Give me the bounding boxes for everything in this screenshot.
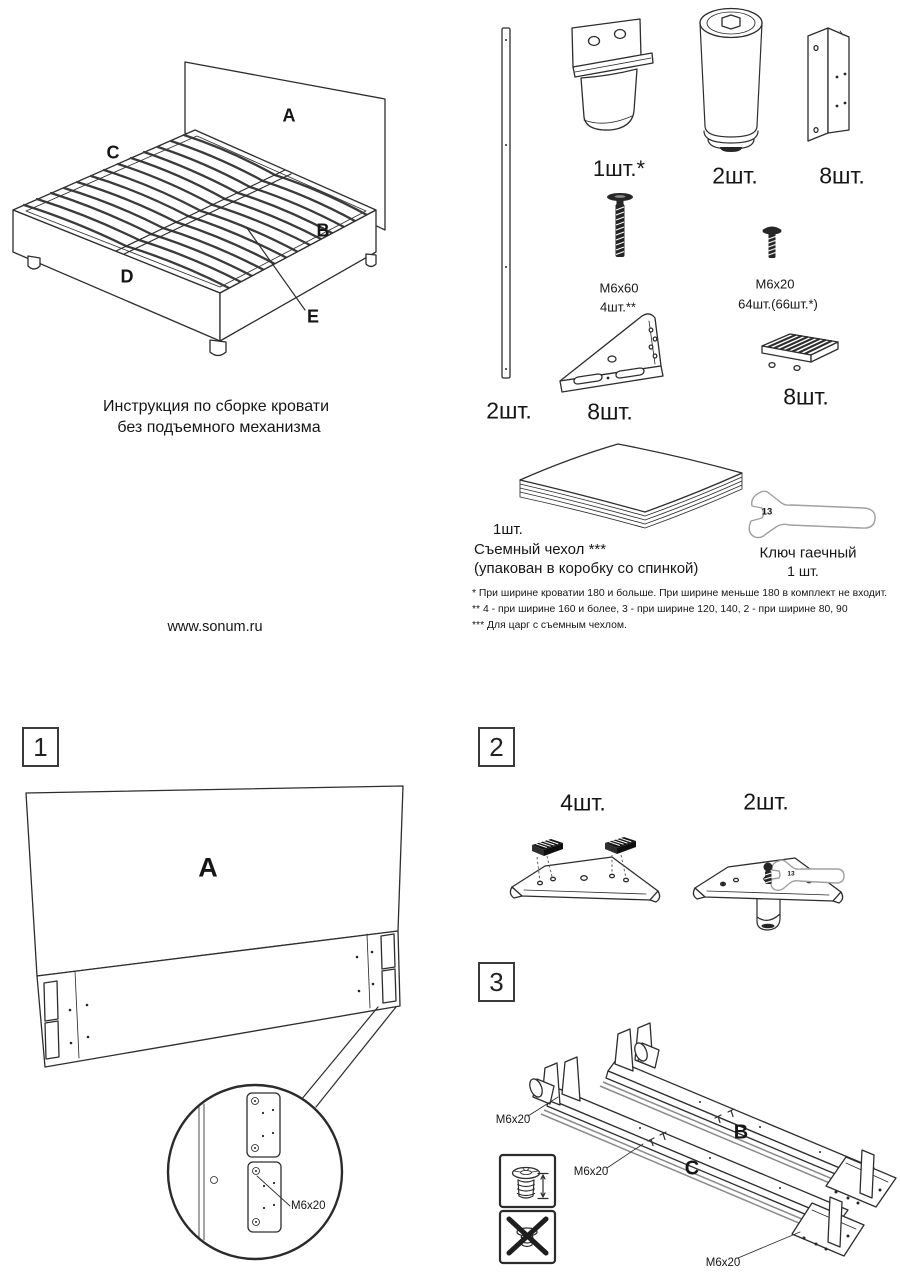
- center-bracket-qty: 1шт.*: [592, 156, 646, 181]
- screw-qty: 64шт.(66шт.*): [738, 296, 818, 312]
- wrench-qty: 1 шт.: [787, 563, 819, 579]
- page-title-line2: без подъемного механизма: [117, 419, 321, 436]
- step3-screw-callout-3: M6x20: [705, 1257, 741, 1269]
- step3-drawing: [460, 1000, 900, 1280]
- footnote-2: ** 4 - при ширине 160 и более, 3 - при ширине 120, 140, 2 - при ширине 80, 90: [472, 604, 848, 615]
- cover-qty: 1шт.: [493, 521, 523, 538]
- step3-screw-callout-1: M6x20: [495, 1114, 531, 1126]
- wrench-name: Ключ гаечный: [759, 544, 857, 562]
- wrench-size-label: 13: [761, 506, 773, 518]
- step1-number: 1: [22, 727, 59, 767]
- step2-wrench-size: 13: [787, 870, 795, 878]
- step3-number: 3: [478, 962, 515, 1002]
- bolt-qty: 4шт.**: [600, 299, 636, 315]
- leg-qty: 2шт.: [712, 162, 758, 189]
- step1-screw-callout: M6x20: [291, 1200, 326, 1212]
- bolt-name: M6x60: [599, 280, 639, 296]
- pad-qty: 8шт.: [783, 383, 829, 410]
- corner-bracket-qty: 8шт.: [587, 398, 633, 425]
- website-url: www.sonum.ru: [167, 619, 263, 635]
- step2-number: 2: [478, 727, 515, 767]
- step3-rail-c-label: C: [684, 1157, 700, 1180]
- step2-drawing: [460, 770, 900, 955]
- screw-name: M6x20: [755, 276, 795, 292]
- step2-qty-left: 4шт.: [560, 789, 606, 816]
- overview-label-c: C: [106, 142, 120, 163]
- step1-panel-label: A: [198, 852, 218, 883]
- overview-label-a: A: [282, 105, 296, 126]
- step3-screw-callout-2: M6x20: [573, 1166, 609, 1178]
- cover-note: (упакован в коробку со спинкой): [474, 560, 699, 577]
- footnote-3: *** Для царг с съемным чехлом.: [472, 620, 627, 631]
- bed-overview-drawing: [0, 0, 460, 390]
- step1-drawing: [0, 770, 460, 1280]
- cover-name: Съемный чехол ***: [474, 541, 607, 558]
- angle-bracket-qty: 8шт.: [819, 162, 865, 189]
- step3-rail-b-label: B: [733, 1121, 749, 1144]
- overview-label-d: D: [120, 266, 134, 287]
- parts-drawings: [460, 0, 900, 585]
- overview-label-b: B: [316, 220, 330, 241]
- rail-qty: 2шт.: [486, 397, 532, 424]
- overview-label-e: E: [306, 306, 320, 327]
- step2-qty-right: 2шт.: [743, 788, 789, 815]
- footnote-1: * При ширине кроватии 180 и больше. При ширине меньше 180 в комплект не входит.: [472, 588, 888, 599]
- page-title-line1: Инструкция по сборке кровати: [102, 398, 330, 415]
